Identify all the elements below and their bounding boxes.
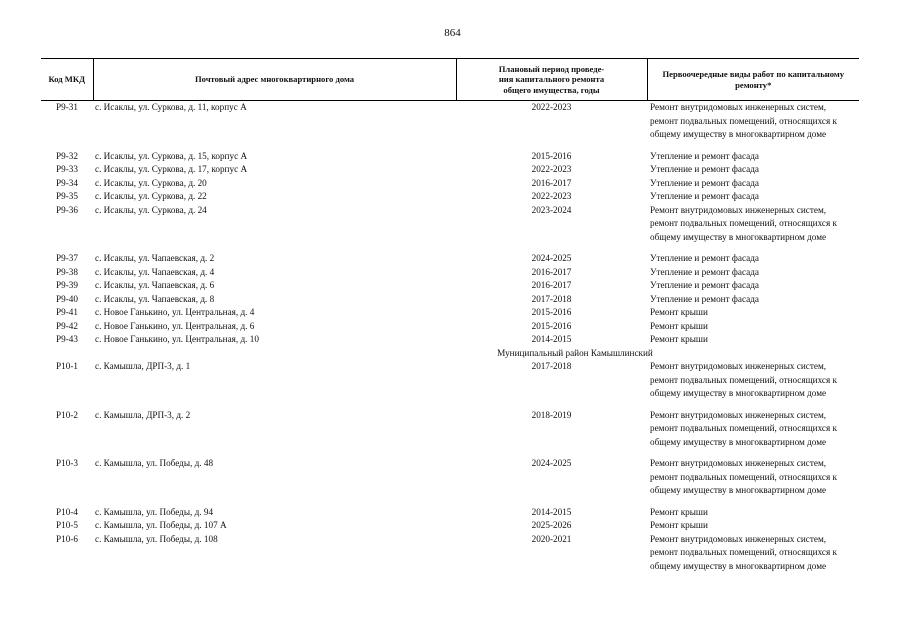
row-address: с. Камышла, ДРП-3, д. 2 — [95, 409, 191, 420]
row-period: 2023-2024 — [531, 204, 572, 215]
row-work-line: ремонт подвальных помещений, относящихся к — [650, 471, 837, 482]
row-work-line: Ремонт крыши — [650, 307, 708, 317]
row-period: 2016-2017 — [531, 177, 572, 188]
row-work — [647, 306, 859, 320]
row-work — [647, 506, 859, 520]
row-code: Р10-6 — [56, 533, 78, 544]
row-spacer — [41, 449, 859, 457]
row-work-line: Ремонт внутридомовых инженерных систем, — [650, 533, 827, 544]
row-work-line: общему имуществу в многоквартирном доме — [650, 485, 827, 495]
row-period: 2017-2018 — [531, 293, 572, 304]
repair-schedule-table — [41, 58, 859, 581]
page-number: 864 — [444, 27, 461, 39]
row-period: 2022-2023 — [531, 191, 572, 201]
row-work-line: Утепление и ремонт фасада — [650, 177, 759, 188]
table-row — [41, 150, 859, 164]
row-work — [647, 360, 859, 401]
row-work-line: Ремонт внутридомовых инженерных систем, — [650, 361, 827, 371]
row-work-line: Утепление и ремонт фасада — [650, 293, 759, 304]
table-row — [41, 204, 859, 245]
row-code: Р9-42 — [56, 320, 78, 331]
row-work — [647, 279, 859, 293]
row-work — [647, 320, 859, 334]
table-header-row — [41, 59, 859, 101]
row-address: с. Камышла, ДРП-3, д. 1 — [95, 361, 191, 371]
row-work-line: Утепление и ремонт фасада — [650, 253, 759, 263]
row-work-line: общему имуществу в многоквартирном доме — [650, 560, 827, 571]
table-row — [41, 409, 859, 450]
table-row — [41, 360, 859, 401]
row-address: с. Исаклы, ул. Чапаевская, д. 6 — [95, 280, 215, 290]
row-spacer — [41, 142, 859, 150]
header-code: Код МКД — [41, 59, 93, 101]
row-code: Р9-32 — [56, 150, 78, 161]
row-code: Р9-34 — [56, 177, 78, 188]
row-work-line: Утепление и ремонт фасада — [650, 191, 759, 201]
row-address: с. Исаклы, ул. Чапаевская, д. 8 — [95, 293, 215, 304]
header-work-line: Первоочередные виды работ по капитальному — [662, 69, 845, 79]
header-work — [647, 59, 859, 101]
row-period: 2015-2016 — [531, 150, 572, 161]
row-work — [647, 150, 859, 164]
table-row — [41, 163, 859, 177]
row-work-line: Утепление и ремонт фасада — [650, 280, 759, 290]
table-row — [41, 457, 859, 498]
row-period: 2014-2015 — [531, 506, 572, 517]
row-address: с. Камышла, ул. Победы, д. 107 А — [95, 520, 227, 530]
row-work-line: ремонт подвальных помещений, относящихся к — [650, 547, 837, 557]
row-code: Р9-36 — [56, 204, 78, 215]
row-address: с. Исаклы, ул. Суркова, д. 22 — [95, 191, 207, 201]
row-work-line: ремонт подвальных помещений, относящихся к — [650, 423, 837, 433]
row-code: Р10-1 — [56, 361, 78, 371]
row-address: с. Исаклы, ул. Суркова, д. 17, корпус А — [95, 164, 248, 174]
row-code: Р9-43 — [56, 334, 78, 344]
table-row — [41, 293, 859, 307]
row-work — [647, 333, 859, 347]
row-spacer — [41, 401, 859, 409]
header-period-line: Плановый период проведе- — [498, 63, 605, 74]
row-address: с. Исаклы, ул. Суркова, д. 24 — [95, 204, 207, 215]
header-work-line: ремонту* — [735, 79, 772, 90]
row-period: 2024-2025 — [531, 253, 572, 263]
row-code: Р10-5 — [56, 520, 78, 530]
header-address: Почтовый адрес многоквартирного дома — [93, 59, 456, 101]
row-spacer — [41, 498, 859, 506]
row-code: Р9-37 — [56, 253, 78, 263]
row-work-line: ремонт подвальных помещений, относящихся к — [650, 218, 837, 228]
row-work — [647, 190, 859, 204]
row-work-line: Ремонт крыши — [650, 520, 708, 530]
row-work-line: общему имуществу в многоквартирном доме — [650, 129, 827, 139]
table-row — [41, 506, 859, 520]
row-address: с. Новое Ганькино, ул. Центральная, д. 4 — [95, 307, 255, 317]
row-period: 2016-2017 — [531, 280, 572, 290]
row-code: Р9-39 — [56, 280, 78, 290]
row-address: с. Камышла, ул. Победы, д. 48 — [95, 458, 214, 468]
row-work-line: общему имуществу в многоквартирном доме — [650, 231, 827, 242]
row-work — [647, 266, 859, 280]
row-work — [647, 204, 859, 245]
row-period: 2015-2016 — [531, 320, 572, 331]
section-title: Муниципальный район Камышлинский — [497, 347, 653, 358]
row-work-line: Ремонт крыши — [650, 334, 708, 344]
row-work-line: ремонт подвальных помещений, относящихся к — [650, 115, 837, 126]
row-address: с. Исаклы, ул. Суркова, д. 20 — [95, 177, 207, 188]
table-body — [41, 101, 859, 582]
row-code: Р10-2 — [56, 409, 78, 420]
row-work-line: общему имуществу в многоквартирном доме — [650, 388, 827, 398]
row-work-line: Утепление и ремонт фасада — [650, 266, 759, 277]
row-work-line: Ремонт крыши — [650, 506, 708, 517]
row-work — [647, 519, 859, 533]
row-code: Р10-3 — [56, 458, 78, 468]
header-period — [456, 59, 647, 101]
row-code: Р10-4 — [56, 506, 78, 517]
table-row — [41, 519, 859, 533]
header-period-line: ния капитального ремонта — [498, 74, 605, 85]
table-row — [41, 101, 859, 142]
table-row — [41, 266, 859, 280]
table-row — [41, 333, 859, 347]
row-period: 2022-2023 — [531, 102, 572, 112]
row-address: с. Камышла, ул. Победы, д. 108 — [95, 533, 218, 544]
table-row — [41, 177, 859, 191]
table-row — [41, 252, 859, 266]
row-work — [647, 163, 859, 177]
row-spacer — [41, 244, 859, 252]
row-work — [647, 533, 859, 574]
row-period: 2015-2016 — [531, 307, 572, 317]
row-work-line: Ремонт крыши — [650, 320, 708, 331]
row-code: Р9-41 — [56, 307, 78, 317]
row-period: 2014-2015 — [531, 334, 572, 344]
row-code: Р9-35 — [56, 191, 78, 201]
row-work — [647, 293, 859, 307]
header-period-line: общего имущества, годы — [503, 84, 600, 95]
row-period: 2016-2017 — [531, 266, 572, 277]
table-row — [41, 533, 859, 574]
table-row — [41, 190, 859, 204]
row-work — [647, 457, 859, 498]
row-period: 2025-2026 — [531, 520, 572, 530]
row-address: с. Камышла, ул. Победы, д. 94 — [95, 506, 214, 517]
row-period: 2018-2019 — [531, 409, 572, 420]
row-address: с. Исаклы, ул. Чапаевская, д. 2 — [95, 253, 215, 263]
row-address: с. Исаклы, ул. Суркова, д. 15, корпус А — [95, 150, 248, 161]
row-code: Р9-31 — [56, 102, 78, 112]
row-period: 2017-2018 — [531, 361, 572, 371]
row-work-line: Утепление и ремонт фасада — [650, 164, 759, 174]
row-work-line: Ремонт внутридомовых инженерных систем, — [650, 458, 827, 468]
row-code: Р9-40 — [56, 293, 78, 304]
row-work-line: общему имуществу в многоквартирном доме — [650, 436, 827, 447]
row-work — [647, 409, 859, 450]
row-spacer — [41, 573, 859, 581]
row-period: 2020-2021 — [531, 533, 572, 544]
row-address: с. Исаклы, ул. Суркова, д. 11, корпус А — [95, 102, 247, 112]
row-period: 2024-2025 — [531, 458, 572, 468]
row-work — [647, 177, 859, 191]
row-work-line: Ремонт внутридомовых инженерных систем, — [650, 409, 827, 420]
row-address: с. Новое Ганькино, ул. Центральная, д. 10 — [95, 334, 259, 344]
table-row — [41, 306, 859, 320]
row-address: с. Исаклы, ул. Чапаевская, д. 4 — [95, 266, 215, 277]
row-work-line: ремонт подвальных помещений, относящихся к — [650, 374, 837, 385]
row-code: Р9-38 — [56, 266, 78, 277]
row-work — [647, 101, 859, 142]
row-address: с. Новое Ганькино, ул. Центральная, д. 6 — [95, 320, 255, 331]
row-work-line: Утепление и ремонт фасада — [650, 150, 759, 161]
row-work-line: Ремонт внутридомовых инженерных систем, — [650, 102, 827, 112]
table-row — [41, 279, 859, 293]
row-work — [647, 252, 859, 266]
section-row — [41, 347, 859, 361]
row-work-line: Ремонт внутридомовых инженерных систем, — [650, 204, 827, 215]
row-period: 2022-2023 — [531, 164, 572, 174]
table-row — [41, 320, 859, 334]
row-code: Р9-33 — [56, 164, 78, 174]
